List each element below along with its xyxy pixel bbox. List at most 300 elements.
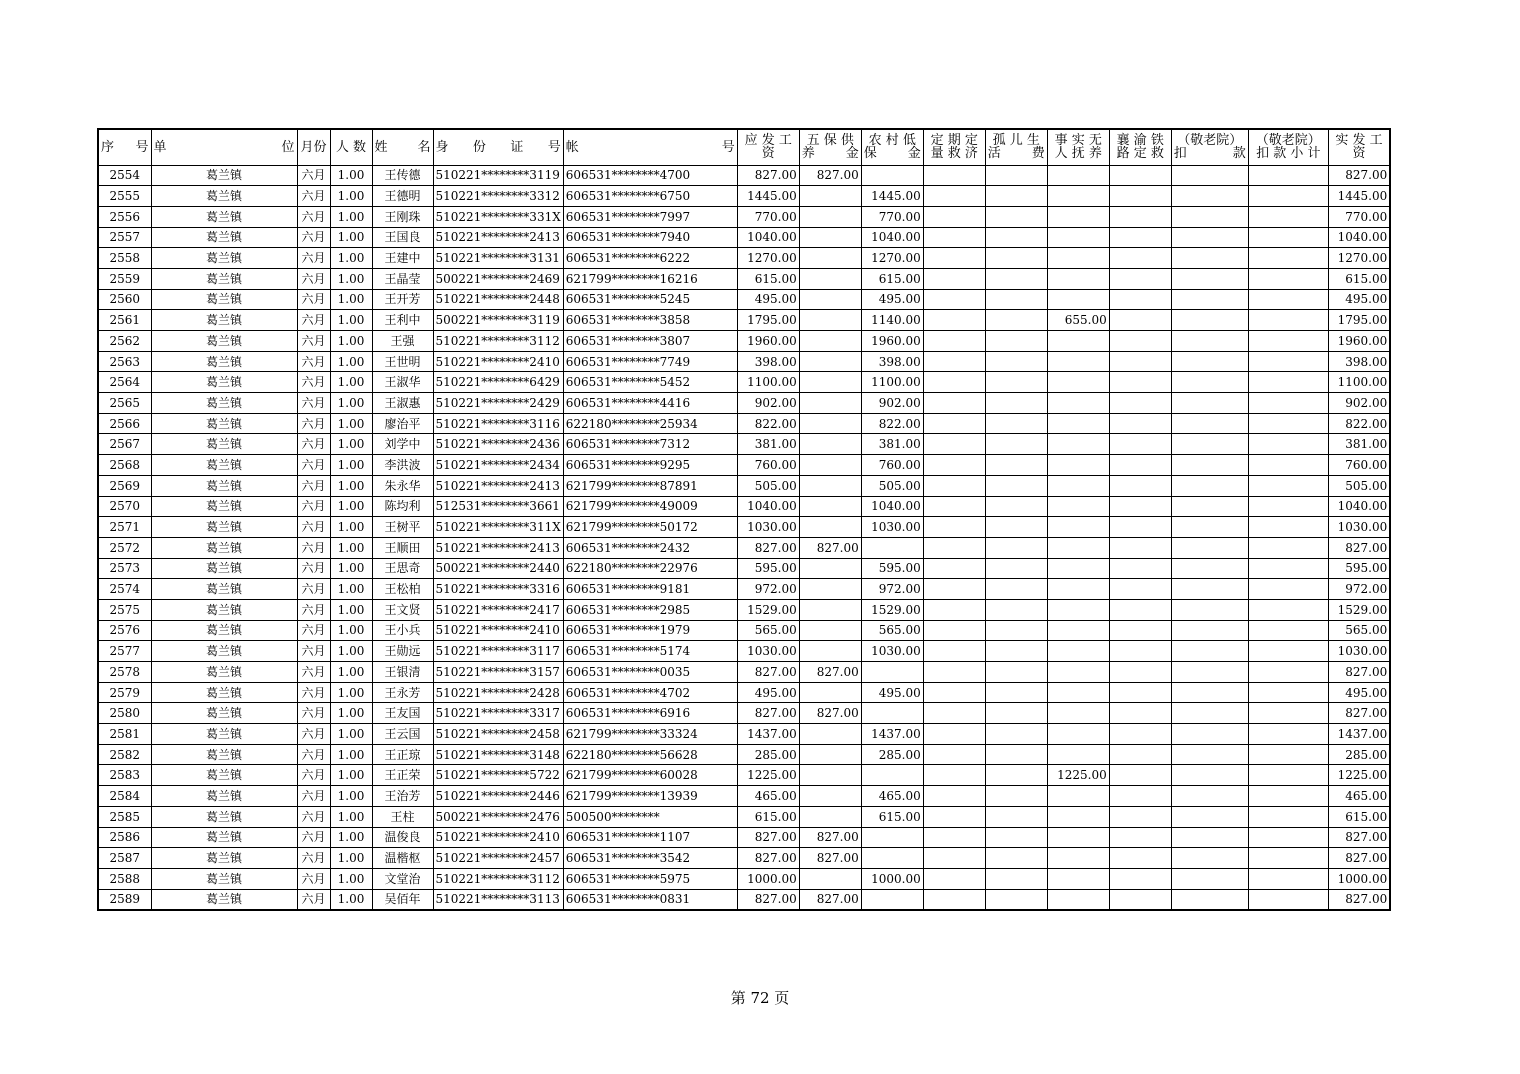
cell-shishi [1047, 517, 1109, 538]
cell-dibao: 1100.00 [861, 372, 923, 393]
table-row [98, 289, 1390, 310]
cell-xiangyu [1109, 703, 1171, 724]
cell-unit: 葛兰镇 [151, 475, 297, 496]
cell-actual: 1100.00 [1328, 372, 1390, 393]
cell-count: 1.00 [330, 393, 372, 414]
cell-name: 王小兵 [372, 620, 433, 641]
cell-guer [985, 289, 1047, 310]
cell-account: 606531********3542 [563, 848, 737, 869]
cell-deduct [1171, 558, 1248, 579]
cell-month: 六月 [297, 227, 330, 248]
cell-wubao [799, 455, 861, 476]
cell-deduct-sub [1248, 434, 1328, 455]
cell-count: 1.00 [330, 289, 372, 310]
cell-unit: 葛兰镇 [151, 331, 297, 352]
table-row [98, 682, 1390, 703]
cell-deduct [1171, 765, 1248, 786]
table-row [98, 744, 1390, 765]
cell-id: 510221********3117 [433, 641, 563, 662]
cell-actual: 770.00 [1328, 206, 1390, 227]
cell-due: 1960.00 [737, 331, 799, 352]
cell-seq: 2561 [98, 310, 151, 331]
header-dingqi: 定 期 定 量 救 济 [923, 129, 985, 165]
cell-month: 六月 [297, 682, 330, 703]
cell-xiangyu [1109, 806, 1171, 827]
cell-unit: 葛兰镇 [151, 889, 297, 910]
cell-id: 510221********2410 [433, 351, 563, 372]
cell-actual: 760.00 [1328, 455, 1390, 476]
cell-month: 六月 [297, 393, 330, 414]
cell-dibao [861, 827, 923, 848]
header-name: 姓 名 [372, 129, 433, 165]
cell-dibao: 495.00 [861, 682, 923, 703]
cell-name: 王正琼 [372, 744, 433, 765]
cell-month: 六月 [297, 806, 330, 827]
cell-shishi [1047, 455, 1109, 476]
cell-due: 1445.00 [737, 186, 799, 207]
cell-name: 王正荣 [372, 765, 433, 786]
cell-account: 622180********25934 [563, 413, 737, 434]
cell-deduct-sub [1248, 703, 1328, 724]
cell-actual: 827.00 [1328, 848, 1390, 869]
cell-shishi [1047, 620, 1109, 641]
table-row [98, 827, 1390, 848]
table-row [98, 206, 1390, 227]
table-row [98, 165, 1390, 186]
cell-name: 王利中 [372, 310, 433, 331]
cell-id: 510221********2446 [433, 786, 563, 807]
cell-guer [985, 475, 1047, 496]
cell-id: 510221********5722 [433, 765, 563, 786]
cell-count: 1.00 [330, 537, 372, 558]
cell-dingqi [923, 310, 985, 331]
cell-deduct [1171, 455, 1248, 476]
cell-guer [985, 848, 1047, 869]
table-row [98, 620, 1390, 641]
cell-dibao: 1030.00 [861, 641, 923, 662]
cell-dingqi [923, 827, 985, 848]
cell-name: 王国良 [372, 227, 433, 248]
cell-dibao: 465.00 [861, 786, 923, 807]
cell-dingqi [923, 289, 985, 310]
cell-seq: 2565 [98, 393, 151, 414]
cell-month: 六月 [297, 786, 330, 807]
cell-seq: 2583 [98, 765, 151, 786]
cell-guer [985, 517, 1047, 538]
table-row [98, 517, 1390, 538]
cell-xiangyu [1109, 558, 1171, 579]
cell-actual: 1225.00 [1328, 765, 1390, 786]
cell-count: 1.00 [330, 703, 372, 724]
cell-guer [985, 351, 1047, 372]
cell-due: 1270.00 [737, 248, 799, 269]
cell-deduct [1171, 537, 1248, 558]
cell-shishi [1047, 641, 1109, 662]
cell-unit: 葛兰镇 [151, 227, 297, 248]
cell-shishi [1047, 165, 1109, 186]
cell-count: 1.00 [330, 848, 372, 869]
cell-shishi: 1225.00 [1047, 765, 1109, 786]
cell-unit: 葛兰镇 [151, 206, 297, 227]
cell-deduct [1171, 806, 1248, 827]
cell-month: 六月 [297, 889, 330, 910]
cell-wubao [799, 310, 861, 331]
cell-seq: 2568 [98, 455, 151, 476]
cell-name: 王松柏 [372, 579, 433, 600]
cell-actual: 902.00 [1328, 393, 1390, 414]
cell-actual: 1960.00 [1328, 331, 1390, 352]
table-row [98, 268, 1390, 289]
table-row [98, 786, 1390, 807]
cell-id: 510221********3312 [433, 186, 563, 207]
cell-id: 510221********3148 [433, 744, 563, 765]
cell-account: 606531********5174 [563, 641, 737, 662]
cell-account: 606531********2985 [563, 599, 737, 620]
cell-guer [985, 206, 1047, 227]
cell-month: 六月 [297, 724, 330, 745]
cell-shishi [1047, 806, 1109, 827]
cell-seq: 2567 [98, 434, 151, 455]
cell-unit: 葛兰镇 [151, 558, 297, 579]
cell-shishi [1047, 827, 1109, 848]
cell-deduct-sub [1248, 537, 1328, 558]
cell-month: 六月 [297, 496, 330, 517]
cell-month: 六月 [297, 579, 330, 600]
cell-guer [985, 413, 1047, 434]
cell-seq: 2559 [98, 268, 151, 289]
cell-guer [985, 165, 1047, 186]
cell-deduct [1171, 703, 1248, 724]
cell-month: 六月 [297, 351, 330, 372]
cell-account: 606531********1979 [563, 620, 737, 641]
cell-xiangyu [1109, 165, 1171, 186]
cell-xiangyu [1109, 393, 1171, 414]
cell-guer [985, 599, 1047, 620]
cell-dingqi [923, 206, 985, 227]
cell-shishi [1047, 413, 1109, 434]
cell-due: 1795.00 [737, 310, 799, 331]
cell-deduct-sub [1248, 227, 1328, 248]
cell-name: 王柱 [372, 806, 433, 827]
cell-dibao: 1960.00 [861, 331, 923, 352]
header-guer: 孤 儿 生 活 费 [985, 129, 1047, 165]
cell-due: 1040.00 [737, 496, 799, 517]
cell-account: 606531********3858 [563, 310, 737, 331]
cell-month: 六月 [297, 434, 330, 455]
cell-count: 1.00 [330, 165, 372, 186]
cell-dingqi [923, 537, 985, 558]
cell-deduct [1171, 848, 1248, 869]
cell-wubao [799, 206, 861, 227]
table-row [98, 413, 1390, 434]
cell-seq: 2586 [98, 827, 151, 848]
cell-id: 510221********2417 [433, 599, 563, 620]
cell-deduct [1171, 393, 1248, 414]
cell-seq: 2580 [98, 703, 151, 724]
cell-shishi [1047, 848, 1109, 869]
cell-name: 文堂治 [372, 868, 433, 889]
cell-account: 606531********7312 [563, 434, 737, 455]
cell-seq: 2557 [98, 227, 151, 248]
table-row [98, 248, 1390, 269]
cell-guer [985, 227, 1047, 248]
cell-id: 500221********2476 [433, 806, 563, 827]
header-count: 人 数 [330, 129, 372, 165]
cell-account: 621799********87891 [563, 475, 737, 496]
cell-account: 606531********5245 [563, 289, 737, 310]
cell-due: 465.00 [737, 786, 799, 807]
cell-unit: 葛兰镇 [151, 868, 297, 889]
cell-name: 王顺田 [372, 537, 433, 558]
cell-dibao [861, 703, 923, 724]
cell-wubao [799, 413, 861, 434]
cell-dingqi [923, 620, 985, 641]
header-xiangyu: 襄 渝 铁 路 定 救 [1109, 129, 1171, 165]
cell-deduct-sub [1248, 268, 1328, 289]
cell-shishi [1047, 268, 1109, 289]
cell-dingqi [923, 806, 985, 827]
cell-actual: 465.00 [1328, 786, 1390, 807]
cell-seq: 2558 [98, 248, 151, 269]
cell-dibao: 1040.00 [861, 227, 923, 248]
cell-count: 1.00 [330, 786, 372, 807]
cell-seq: 2576 [98, 620, 151, 641]
cell-seq: 2573 [98, 558, 151, 579]
cell-dibao [861, 537, 923, 558]
cell-dingqi [923, 599, 985, 620]
cell-guer [985, 662, 1047, 683]
cell-deduct-sub [1248, 517, 1328, 538]
cell-month: 六月 [297, 475, 330, 496]
cell-guer [985, 682, 1047, 703]
cell-xiangyu [1109, 206, 1171, 227]
cell-shishi [1047, 537, 1109, 558]
cell-id: 500221********2440 [433, 558, 563, 579]
cell-xiangyu [1109, 227, 1171, 248]
cell-unit: 葛兰镇 [151, 186, 297, 207]
cell-id: 500221********2469 [433, 268, 563, 289]
cell-xiangyu [1109, 537, 1171, 558]
cell-id: 510221********3317 [433, 703, 563, 724]
cell-due: 285.00 [737, 744, 799, 765]
cell-deduct-sub [1248, 455, 1328, 476]
cell-deduct [1171, 248, 1248, 269]
cell-deduct-sub [1248, 848, 1328, 869]
cell-dibao: 1140.00 [861, 310, 923, 331]
cell-deduct [1171, 786, 1248, 807]
cell-count: 1.00 [330, 579, 372, 600]
cell-count: 1.00 [330, 206, 372, 227]
cell-wubao: 827.00 [799, 165, 861, 186]
cell-dibao: 285.00 [861, 744, 923, 765]
cell-due: 505.00 [737, 475, 799, 496]
cell-deduct-sub [1248, 206, 1328, 227]
cell-due: 827.00 [737, 827, 799, 848]
cell-xiangyu [1109, 662, 1171, 683]
cell-count: 1.00 [330, 268, 372, 289]
cell-deduct-sub [1248, 599, 1328, 620]
cell-seq: 2575 [98, 599, 151, 620]
cell-dingqi [923, 351, 985, 372]
table-row [98, 393, 1390, 414]
cell-seq: 2562 [98, 331, 151, 352]
cell-month: 六月 [297, 455, 330, 476]
cell-id: 510221********331X [433, 206, 563, 227]
cell-wubao [799, 724, 861, 745]
cell-seq: 2569 [98, 475, 151, 496]
cell-shishi [1047, 703, 1109, 724]
cell-deduct-sub [1248, 475, 1328, 496]
cell-seq: 2578 [98, 662, 151, 683]
cell-due: 827.00 [737, 165, 799, 186]
cell-seq: 2585 [98, 806, 151, 827]
cell-unit: 葛兰镇 [151, 641, 297, 662]
cell-xiangyu [1109, 827, 1171, 848]
cell-guer [985, 434, 1047, 455]
cell-wubao [799, 517, 861, 538]
cell-dingqi [923, 331, 985, 352]
cell-shishi [1047, 496, 1109, 517]
cell-due: 827.00 [737, 662, 799, 683]
cell-count: 1.00 [330, 662, 372, 683]
cell-unit: 葛兰镇 [151, 786, 297, 807]
cell-actual: 827.00 [1328, 537, 1390, 558]
header-wubao: 五 保 供 养 金 [799, 129, 861, 165]
cell-due: 615.00 [737, 806, 799, 827]
cell-dibao: 1030.00 [861, 517, 923, 538]
cell-wubao: 827.00 [799, 889, 861, 910]
cell-due: 615.00 [737, 268, 799, 289]
cell-shishi [1047, 331, 1109, 352]
table-row [98, 724, 1390, 745]
cell-dibao: 1437.00 [861, 724, 923, 745]
cell-unit: 葛兰镇 [151, 413, 297, 434]
cell-name: 王银清 [372, 662, 433, 683]
cell-dingqi [923, 889, 985, 910]
cell-id: 510221********2436 [433, 434, 563, 455]
cell-deduct-sub [1248, 868, 1328, 889]
cell-deduct-sub [1248, 372, 1328, 393]
cell-unit: 葛兰镇 [151, 848, 297, 869]
cell-wubao [799, 620, 861, 641]
cell-count: 1.00 [330, 331, 372, 352]
cell-unit: 葛兰镇 [151, 434, 297, 455]
cell-month: 六月 [297, 206, 330, 227]
cell-seq: 2577 [98, 641, 151, 662]
cell-account: 621799********50172 [563, 517, 737, 538]
cell-actual: 595.00 [1328, 558, 1390, 579]
cell-dingqi [923, 765, 985, 786]
cell-dibao: 1040.00 [861, 496, 923, 517]
cell-count: 1.00 [330, 889, 372, 910]
cell-due: 595.00 [737, 558, 799, 579]
cell-seq: 2574 [98, 579, 151, 600]
cell-unit: 葛兰镇 [151, 599, 297, 620]
cell-due: 495.00 [737, 289, 799, 310]
cell-name: 王强 [372, 331, 433, 352]
cell-name: 王云国 [372, 724, 433, 745]
cell-deduct-sub [1248, 496, 1328, 517]
header-month: 月份 [297, 129, 330, 165]
cell-wubao [799, 434, 861, 455]
cell-dibao: 760.00 [861, 455, 923, 476]
cell-dibao: 398.00 [861, 351, 923, 372]
cell-wubao [799, 248, 861, 269]
cell-id: 510221********2410 [433, 620, 563, 641]
cell-count: 1.00 [330, 599, 372, 620]
cell-deduct-sub [1248, 786, 1328, 807]
cell-count: 1.00 [330, 310, 372, 331]
cell-unit: 葛兰镇 [151, 455, 297, 476]
cell-shishi [1047, 475, 1109, 496]
cell-deduct [1171, 413, 1248, 434]
header-account: 帐 号 [563, 129, 737, 165]
table-row [98, 765, 1390, 786]
cell-unit: 葛兰镇 [151, 248, 297, 269]
cell-due: 827.00 [737, 537, 799, 558]
cell-dibao: 495.00 [861, 289, 923, 310]
cell-name: 王世明 [372, 351, 433, 372]
cell-dingqi [923, 475, 985, 496]
cell-seq: 2570 [98, 496, 151, 517]
cell-shishi [1047, 579, 1109, 600]
cell-id: 510221********311X [433, 517, 563, 538]
cell-guer [985, 868, 1047, 889]
cell-dingqi [923, 682, 985, 703]
cell-dibao: 615.00 [861, 806, 923, 827]
cell-wubao [799, 351, 861, 372]
cell-unit: 葛兰镇 [151, 351, 297, 372]
cell-dingqi [923, 496, 985, 517]
cell-guer [985, 765, 1047, 786]
cell-account: 606531********0831 [563, 889, 737, 910]
cell-id: 510221********2410 [433, 827, 563, 848]
cell-count: 1.00 [330, 620, 372, 641]
cell-unit: 葛兰镇 [151, 703, 297, 724]
cell-xiangyu [1109, 848, 1171, 869]
cell-account: 606531********1107 [563, 827, 737, 848]
cell-wubao [799, 806, 861, 827]
cell-deduct-sub [1248, 889, 1328, 910]
header-shishi: 事 实 无 人 抚 养 [1047, 129, 1109, 165]
cell-id: 510221********2429 [433, 393, 563, 414]
cell-deduct [1171, 662, 1248, 683]
cell-id: 510221********2413 [433, 537, 563, 558]
cell-unit: 葛兰镇 [151, 806, 297, 827]
cell-month: 六月 [297, 744, 330, 765]
cell-guer [985, 558, 1047, 579]
header-deduct-subtotal: （敬老院） 扣 款 小 计 [1248, 129, 1328, 165]
cell-xiangyu [1109, 475, 1171, 496]
cell-deduct [1171, 186, 1248, 207]
cell-shishi [1047, 682, 1109, 703]
cell-name: 廖治平 [372, 413, 433, 434]
cell-shishi [1047, 558, 1109, 579]
cell-deduct-sub [1248, 413, 1328, 434]
cell-due: 827.00 [737, 703, 799, 724]
cell-wubao [799, 682, 861, 703]
cell-wubao [799, 786, 861, 807]
cell-dingqi [923, 703, 985, 724]
cell-shishi [1047, 724, 1109, 745]
cell-shishi: 655.00 [1047, 310, 1109, 331]
cell-account: 606531********0035 [563, 662, 737, 683]
cell-guer [985, 393, 1047, 414]
cell-account: 606531********7940 [563, 227, 737, 248]
table-row [98, 703, 1390, 724]
cell-seq: 2571 [98, 517, 151, 538]
cell-count: 1.00 [330, 765, 372, 786]
